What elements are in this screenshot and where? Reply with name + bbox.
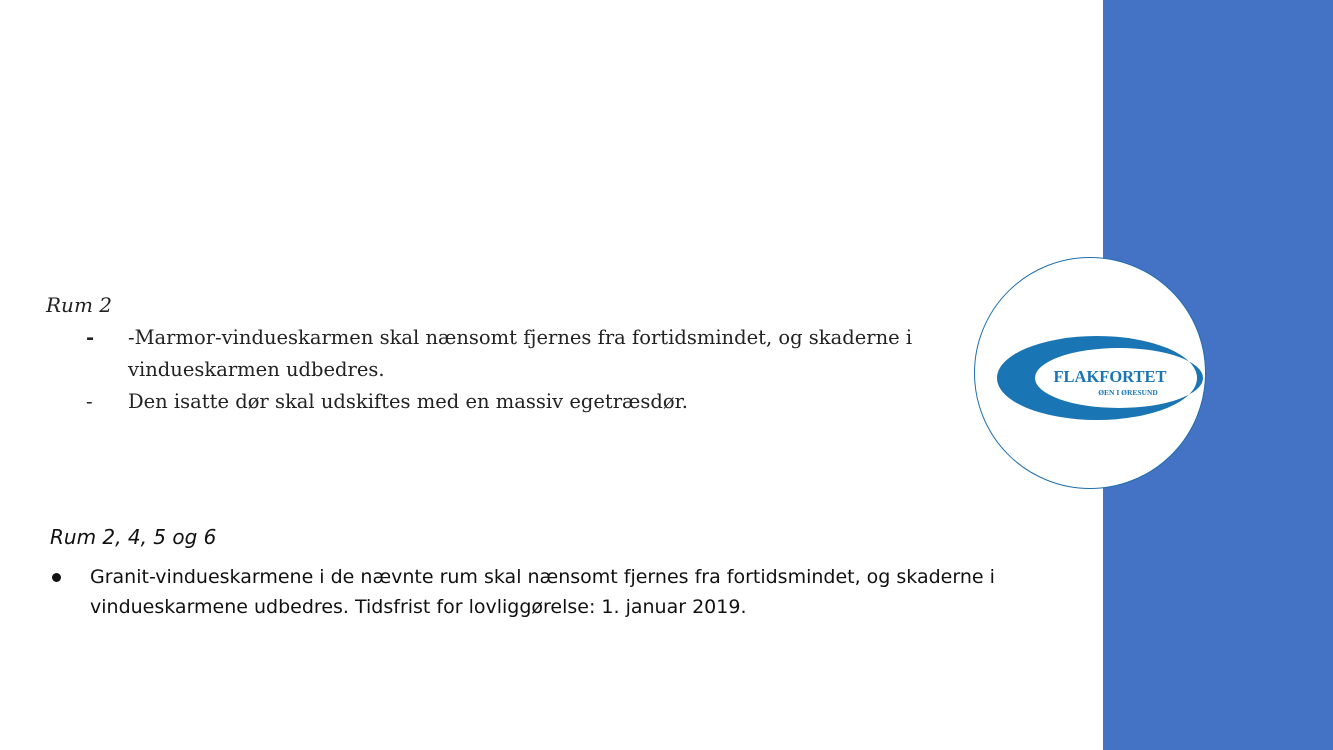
section1-list [84, 322, 964, 418]
flakfortet-logo-graphic [975, 258, 1207, 490]
list-item-text: -Marmor-vindueskarmen skal nænsomt fjernes fra fortidsmindet, og skaderne i vindueskarmen udbedres. [128, 326, 913, 381]
logo-tagline: ØEN I ØRESUND [1098, 388, 1158, 397]
list-item [84, 322, 964, 386]
list-item [50, 562, 1010, 622]
list-item-text: Den isatte dør skal udskiftes med en massiv egetræsdør. [128, 390, 688, 413]
section2-heading: Rum 2, 4, 5 og 6 [50, 525, 217, 549]
section2-list [50, 562, 1010, 622]
flakfortet-logo [974, 257, 1206, 489]
list-item [84, 386, 964, 418]
section1-heading: Rum 2 [46, 293, 112, 317]
logo-wordmark: FLAKFORTET [1053, 367, 1167, 386]
list-item-text: Granit-vindueskarmene i de nævnte rum skal nænsomt fjernes fra fortidsmindet, og skaderne i vindueskarmene udbedres. Tidsfrist for lovliggørelse: 1. januar 2019. [90, 566, 995, 618]
list-marker: - [86, 390, 93, 413]
bullet-icon [52, 573, 61, 582]
list-marker: - [86, 326, 95, 349]
